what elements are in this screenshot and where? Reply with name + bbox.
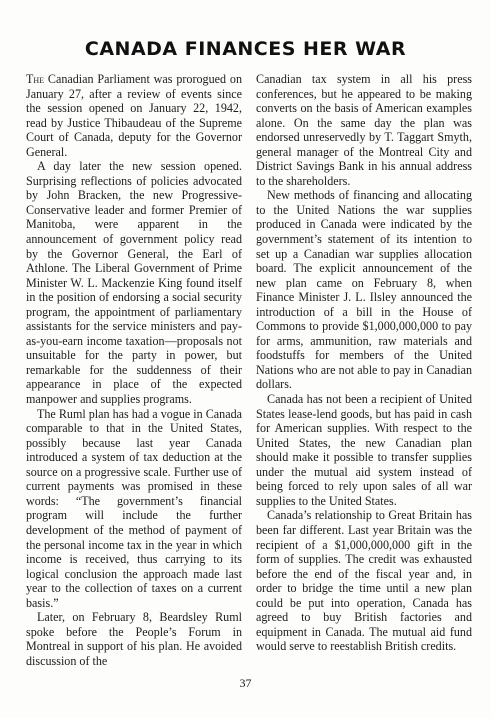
article-title: CANADA FINANCES HER WAR [84, 38, 407, 60]
left-column [26, 72, 242, 668]
page-number: 37 [239, 676, 252, 690]
paragraph: The Ruml plan has had a vogue in Canada comparable to that in the United States, possibly because last year Canada introduced a system of tax deduction at the source on a progressive scale. Further use of current payments was promised in these words: “The government’s financial program will include the further development of the method of payment of the personal income tax in the year in which income is received, thus carrying to its logical conclusion the approach made last year to the collection of taxes on a current basis.” [26, 406, 242, 610]
right-column [256, 72, 472, 654]
paragraph: Canada has not been a recipient of United States lease-lend goods, but has paid in cash for American supplies. With respect to the United States, the new Canadian plan should make it possible to transfer supplies under the mutual aid system instead of being forced to rely upon sales of all war supplies to the United States. [256, 392, 472, 508]
paragraph: Canadian tax system in all his press conferences, but he appeared to be making converts on the basis of American examples alone. On the same day the plan was endorsed unreservedly by T. Taggart Smyth, general manager of the Montreal City and District Savings Bank in his annual address to the shareholders. [256, 72, 472, 188]
drop-lead-word: The [26, 72, 45, 86]
paragraph: Later, on February 8, Beardsley Ruml spoke before the People’s Forum in Montreal in support of his plan. He avoided discussion of the [26, 610, 242, 668]
paragraph: A day later the new session opened. Surprising reflections of policies advocated by John Bracken, the new Progressive-Conservative leader and former Premier of Manitoba, were apparent in the announcement of government policy read by the Governor General, the Earl of Athlone. The Liberal Government of Prime Minister W. L. Mackenzie King found itself in the position of endorsing a social security program, the appointment of parliamentary assistants for the service ministers and pay-as-you-earn income taxation—proposals not unsuitable for the party in power, but remarkable for the suddenness of their appearance in place of the expected manpower and supplies programs. [26, 159, 242, 407]
paragraph [26, 72, 242, 159]
paragraph: Canada’s relationship to Great Britain has been far different. Last year Britain was the recipient of a $1,000,000,000 gift in the form of supplies. The credit was exhausted before the end of the fiscal year and, in order to bridge the time until a new plan could be put into operation, Canada has agreed to buy British factories and equipment in Canada. The mutual aid fund would serve to reestablish British credits. [256, 508, 472, 654]
paragraph-text: Canadian Parliament was prorogued on January 27, after a review of events since the session opened on January 22, 1942, read by Justice Thibaudeau of the Supreme Court of Canada, deputy for the Governor General. [26, 72, 242, 159]
paragraph: New methods of financing and allocating to the United Nations the war supplies produced in Canada were indicated by the government’s statement of its intention to set up a Canadian war supplies allocation board. The explicit announcement of the new plan came on February 8, when Finance Minister J. L. Ilsley announced the introduction of a bill in the House of Commons to provide $1,000,000,000 to pay for arms, ammunition, raw materials and foodstuffs for members of the United Nations who are not able to pay in Canadian dollars. [256, 188, 472, 392]
